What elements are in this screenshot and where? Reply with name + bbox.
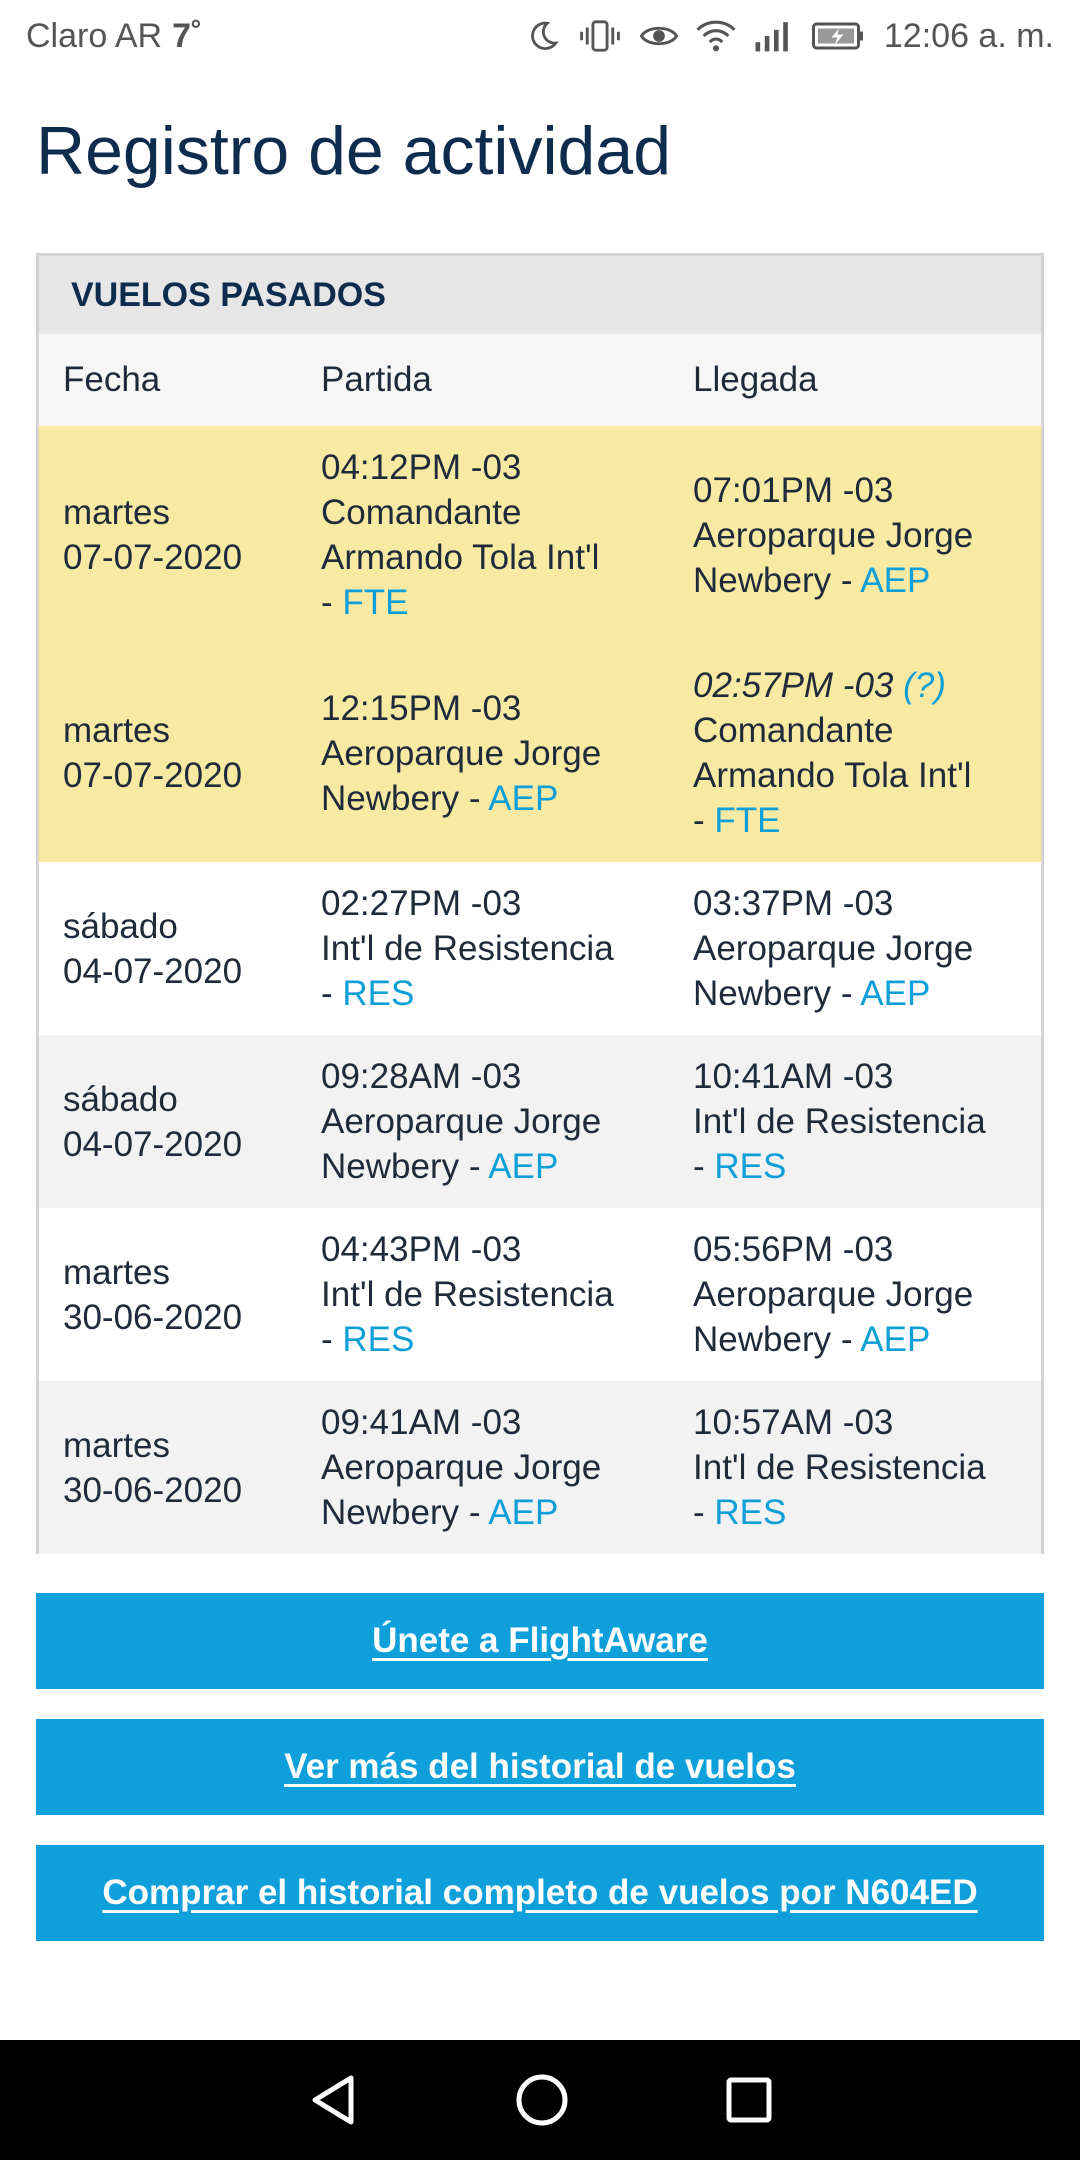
row-date: [63, 1208, 313, 1381]
row-arrival: [693, 1381, 1033, 1554]
home-icon[interactable]: [514, 2072, 570, 2128]
arrival-airport: Newbery -: [693, 1320, 861, 1359]
estimate-help-link[interactable]: (?): [903, 666, 946, 705]
past-flights-table: [36, 253, 1044, 1554]
arrival-airport: Newbery -: [693, 560, 861, 600]
row-date-value: 07-07-2020: [63, 756, 243, 795]
arrival-time: 05:56PM -03: [693, 1230, 894, 1269]
page-title: Registro de actividad: [36, 113, 672, 189]
departure-prefix: -: [321, 1320, 343, 1359]
row-arrival: [693, 1208, 1033, 1381]
arrival-prefix: -: [693, 1147, 715, 1186]
arrival-airport: Int'l de Resistencia: [693, 1102, 986, 1141]
departure-airport: Int'l de Resistencia: [321, 929, 614, 968]
departure-code-link[interactable]: AEP: [488, 1147, 559, 1186]
clock-label: 12:06 a. m.: [883, 16, 1054, 55]
row-arrival: [693, 426, 1033, 644]
column-date: Fecha: [63, 360, 161, 399]
arrival-code-link[interactable]: AEP: [860, 560, 931, 600]
row-date: [63, 1035, 313, 1208]
arrival-airport: Comandante: [693, 711, 894, 750]
buy-history-button[interactable]: Comprar el historial completo de vuelos por N604ED: [36, 1845, 1044, 1941]
departure-prefix: -: [321, 583, 343, 622]
status-bar: [0, 0, 1080, 72]
status-left: [26, 17, 202, 56]
departure-airport: Newbery -: [321, 1147, 489, 1186]
row-departure: [321, 1381, 681, 1554]
departure-code-link[interactable]: FTE: [342, 583, 409, 622]
departure-prefix: -: [321, 974, 343, 1013]
departure-code-link[interactable]: RES: [342, 1320, 415, 1359]
row-arrival: [693, 862, 1033, 1035]
recents-icon[interactable]: [725, 2076, 773, 2124]
column-headers: [39, 334, 1041, 426]
departure-airport: Newbery -: [321, 1493, 489, 1532]
arrival-airport: Int'l de Resistencia: [693, 1448, 986, 1487]
row-date: [63, 426, 313, 644]
column-departure: Partida: [321, 360, 432, 399]
arrival-time: 07:01PM -03: [693, 470, 894, 510]
departure-time: 12:15PM -03: [321, 688, 522, 728]
row-date-value: 04-07-2020: [63, 1124, 243, 1164]
row-date-value: 30-06-2020: [63, 1297, 243, 1337]
arrival-code-link[interactable]: AEP: [860, 974, 931, 1013]
departure-time: 09:41AM -03: [321, 1403, 522, 1442]
row-departure: [321, 426, 681, 644]
departure-airport: Aeroparque Jorge: [321, 1448, 602, 1487]
row-date: [63, 1381, 313, 1554]
table-header: VUELOS PASADOS: [39, 256, 1041, 334]
table-row[interactable]: [39, 426, 1041, 644]
row-departure: [321, 1035, 681, 1208]
departure-airport: Newbery -: [321, 778, 489, 818]
departure-time: 04:43PM -03: [321, 1230, 522, 1269]
vibrate-icon: [578, 19, 622, 53]
row-date: [63, 644, 313, 862]
wifi-icon: [696, 19, 736, 53]
departure-time: 04:12PM -03: [321, 448, 522, 487]
eye-icon: [640, 19, 678, 53]
arrival-code-link[interactable]: RES: [714, 1147, 787, 1186]
arrival-time-estimated: 02:57PM -03: [693, 666, 894, 705]
arrival-airport: Aeroparque Jorge: [693, 515, 974, 555]
row-day: martes: [63, 1425, 170, 1465]
more-history-button[interactable]: Ver más del historial de vuelos: [36, 1719, 1044, 1815]
row-date-value: 30-06-2020: [63, 1470, 243, 1510]
row-departure: [321, 1208, 681, 1381]
signal-icon: [754, 19, 794, 53]
departure-airport: Aeroparque Jorge: [321, 1102, 602, 1141]
arrival-prefix: -: [693, 1493, 715, 1532]
row-date-value: 07-07-2020: [63, 538, 243, 577]
row-departure: [321, 862, 681, 1035]
departure-airport: Aeroparque Jorge: [321, 733, 602, 773]
row-day: martes: [63, 493, 170, 532]
column-arrival: Llegada: [693, 360, 818, 399]
departure-code-link[interactable]: RES: [342, 974, 415, 1013]
join-flightaware-button[interactable]: Únete a FlightAware: [36, 1593, 1044, 1689]
arrival-code-link[interactable]: FTE: [714, 801, 781, 840]
departure-time: 09:28AM -03: [321, 1057, 522, 1096]
back-icon[interactable]: [307, 2072, 359, 2128]
departure-time: 02:27PM -03: [321, 884, 522, 923]
carrier-label: Claro AR: [26, 16, 163, 55]
departure-airport: Armando Tola Int'l: [321, 538, 600, 577]
table-row[interactable]: [39, 1381, 1041, 1554]
row-date-value: 04-07-2020: [63, 951, 243, 991]
departure-airport: Int'l de Resistencia: [321, 1275, 614, 1314]
row-arrival: [693, 1035, 1033, 1208]
moon-icon: [526, 19, 560, 53]
row-day: martes: [63, 711, 170, 750]
row-day: sábado: [63, 1079, 178, 1119]
table-row[interactable]: [39, 1208, 1041, 1381]
arrival-airport: Aeroparque Jorge: [693, 1275, 974, 1314]
row-departure: [321, 644, 681, 862]
departure-code-link[interactable]: AEP: [488, 1493, 559, 1532]
arrival-time: 10:57AM -03: [693, 1403, 894, 1442]
arrival-airport: Armando Tola Int'l: [693, 756, 972, 795]
arrival-prefix: -: [693, 801, 715, 840]
arrival-time: 03:37PM -03: [693, 884, 894, 923]
table-row[interactable]: [39, 1035, 1041, 1208]
row-arrival: [693, 644, 1033, 862]
departure-airport: Comandante: [321, 493, 522, 532]
table-row[interactable]: [39, 862, 1041, 1035]
status-right: [526, 17, 1054, 56]
row-day: martes: [63, 1252, 170, 1292]
row-day: sábado: [63, 906, 178, 946]
arrival-airport: Aeroparque Jorge: [693, 929, 974, 968]
row-date: [63, 862, 313, 1035]
temperature-label: 7˚: [172, 16, 203, 55]
arrival-airport: Newbery -: [693, 974, 861, 1013]
arrival-code-link[interactable]: RES: [714, 1493, 787, 1532]
table-row[interactable]: [39, 644, 1041, 862]
arrival-code-link[interactable]: AEP: [860, 1320, 931, 1359]
arrival-time: 10:41AM -03: [693, 1057, 894, 1096]
departure-code-link[interactable]: AEP: [488, 778, 559, 818]
battery-icon: [812, 21, 866, 51]
navigation-bar: [0, 2040, 1080, 2160]
